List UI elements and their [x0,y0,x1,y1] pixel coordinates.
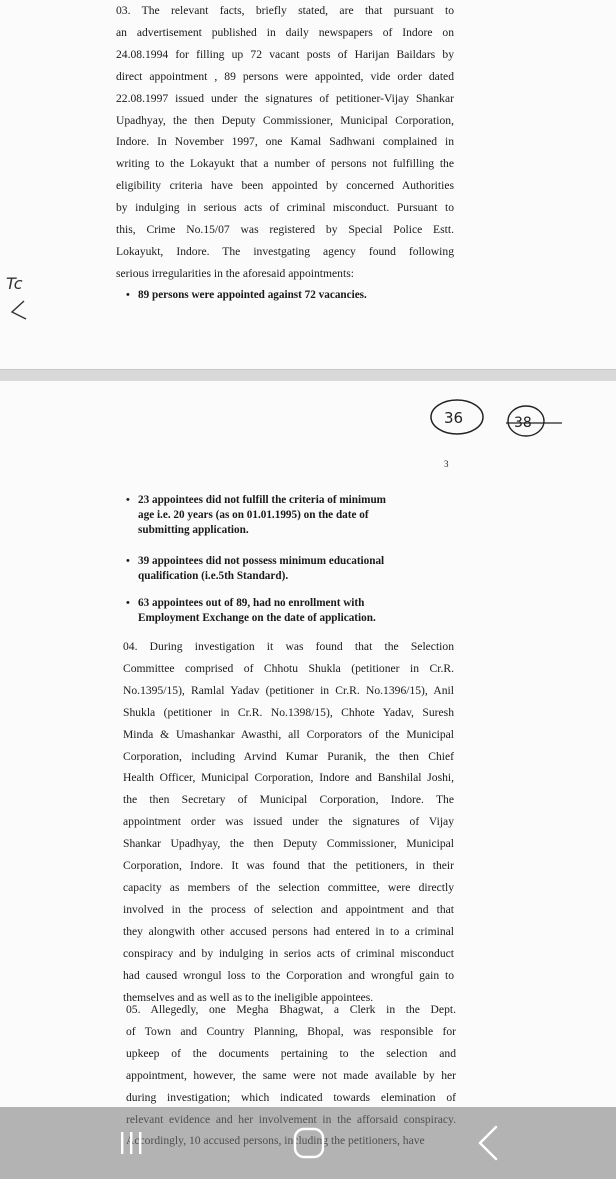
text-line: appointment, however, the same were not made available by her [126,1068,456,1082]
bullet-line: submitting application. [138,524,249,536]
text-line: by indulging in serious acts of criminal misconduct. Pursuant to [116,201,454,215]
text-line: 05. Allegedly, one Megha Bhagwat, a Clerk in the Dept. [126,1003,456,1016]
text-line: involved in the process of selection and appointment and that [123,902,454,916]
navigation-bar [0,1107,616,1179]
text-line: Shukla (petitioner in Cr.R. No.1398/15), Chhote Yadav, Suresh [123,705,454,719]
paragraph-04 [123,636,454,1008]
bullet-item [126,596,456,626]
text-line: Corporation, Indore. It was found that the petitioners, in their [123,859,454,873]
text-line: Indore. In November 1997, one Kamal Sadhwani complained in [116,135,454,149]
text-line: Shankar Upadhyay, the then Deputy Commissioner, Municipal [123,837,454,851]
recents-button[interactable] [96,1107,166,1179]
text-line: Corporation, including Arvind Kumar Puranik, the then Chief [123,749,454,763]
bullet-line: 39 appointees did not possess minimum educational [138,555,385,567]
recents-icon [116,1128,146,1158]
bullet-text: 89 persons were appointed against 72 vacancies. [138,289,367,301]
text-line: this, Crime No.15/07 was registered by Special Police Estt. [116,223,454,237]
text-line: serious irregularities in the aforesaid appointments: [116,266,354,280]
text-line: 04. During investigation it was found that the Selection [123,640,454,653]
bullet-dot: • [126,494,130,506]
home-icon [289,1123,329,1163]
text-line: Lokayukt, Indore. The investgating agency found following [116,244,454,258]
struck-page-number [502,401,568,445]
handwritten-margin-note: Tc [6,274,23,293]
text-line: themselves and as well as to the ineligible appointees. [123,990,374,1004]
bullet-line: age i.e. 20 years (as on 01.01.1995) on the date of [138,509,369,521]
text-line: 22.08.1997 issued under the signatures of petitioner-Vijay Shankar [116,91,454,105]
text-line: had caused wrongul loss to the Corporation and wrongful gain to [123,968,454,982]
bullet-line: Employment Exchange on the date of application. [138,612,376,624]
bullet-item [126,493,456,538]
bullet-dot: • [126,289,130,301]
back-icon [472,1123,502,1163]
text-line: upkeep of the documents pertaining to the selection and [126,1046,456,1060]
paragraph-03 [116,0,454,285]
text-line: Health Officer, Municipal Corporation, Indore and Banshilal Joshi, [123,771,454,785]
text-line: during investigation; which indicated towards elemination of [126,1090,456,1104]
text-line: Upadhyay, the then Deputy Commissioner, Municipal Corporation, [116,113,454,127]
bullet-dot: • [126,555,130,567]
circled-page-number-text: 36 [444,409,464,427]
small-page-mark: 3 [444,459,449,469]
text-line: Committee comprised of Chhotu Shukla (petitioner in Cr.R. [123,661,454,675]
bullet-line: 63 appointees out of 89, had no enrollment with [138,597,365,609]
text-line: the then Secretary of Municipal Corporation, Indore. The [123,793,454,807]
text-line: 24.08.1994 for filling up 72 vacant posts of Harijan Baildars by [116,47,454,61]
bullet-dot: • [126,597,130,609]
bullet-item [126,554,456,584]
bullet-line: qualification (i.e.5th Standard). [138,570,289,582]
text-line: they alongwith other accused persons had entered in to a criminal [123,924,454,938]
text-line: Minda & Umashankar Awasthi, all Corporators of the Municipal [123,727,454,741]
circled-page-number [426,395,492,439]
text-line: No.1395/15), Ramlal Yadav (petitioner in Cr.R. No.1396/15), Anil [123,683,454,697]
struck-page-number-text: 38 [514,415,532,431]
text-line: 03. The relevant facts, briefly stated, are that pursuant to [116,4,454,17]
text-line: writing to the Lokayukt that a number of persons not fulfilling the [116,157,454,171]
document-page-1 [0,0,616,370]
document-page-2 [0,381,616,1179]
back-button[interactable] [452,1107,522,1179]
bullet-item [126,288,456,303]
text-line: conspiracy and by indulging in serios acts of criminal misconduct [123,946,454,960]
home-button[interactable] [274,1107,344,1179]
text-line: an advertisement published in daily newspapers of Indore on [116,25,454,39]
bullet-line: 23 appointees did not fulfill the criteria of minimum [138,494,386,506]
text-line: eligibility criteria have been appointed by concerned Authorities [116,179,454,193]
text-line: appointment order was issued under the signatures of Vijay [123,815,454,829]
text-line: direct appointment , 89 persons were appointed, vide order dated [116,69,454,83]
text-line: capacity as members of the selection committee, were directly [123,880,454,894]
handwritten-arrow-mark [6,298,32,322]
text-line: of Town and Country Planning, Bhopal, was responsible for [126,1024,456,1038]
